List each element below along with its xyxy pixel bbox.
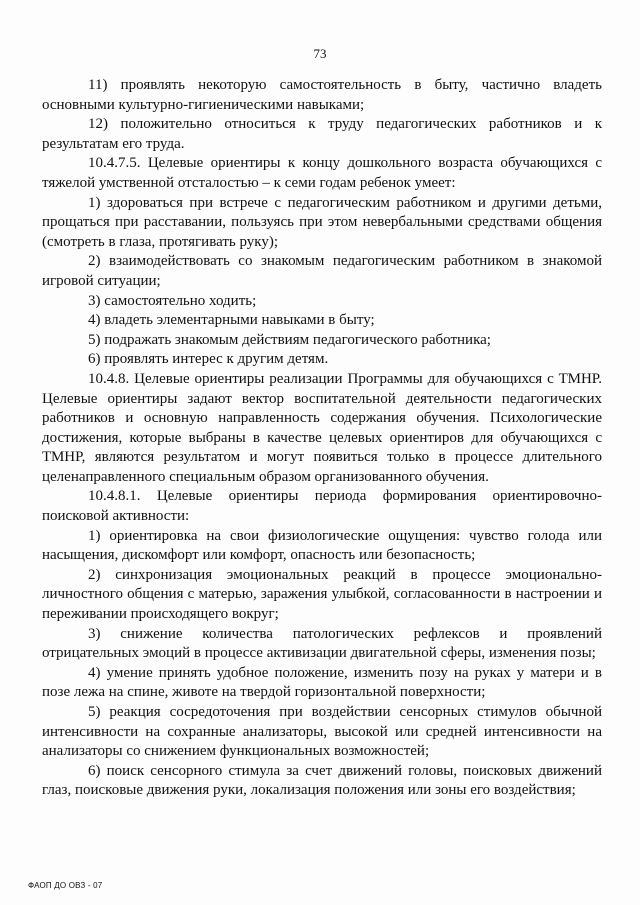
paragraph-item-3: 3) самостоятельно ходить; xyxy=(88,292,257,309)
goal-item-1: 1) ориентировка на свои физиологические ощущения: чувство голода или насыщения, дискомфорт или комфорт, опасность или безопасность; xyxy=(42,527,602,564)
goal-item-4: 4) умение принять удобное положение, изменить позу на руках у матери и в позе лежа на спине, животе на твердой горизонтальной поверхности; xyxy=(42,664,602,701)
paragraph-item-12: 12) положительно относиться к труду педагогических работников и к результатам его труда. xyxy=(42,116,602,152)
goal-item-6: 6) поиск сенсорного стимула за счет движений головы, поисковых движений глаз, поисковые движения руки, локализация положения или зоны его воздействия; xyxy=(42,762,602,799)
paragraph-item-2: 2) взаимодействовать со знакомым педагогическим работником в знакомой игровой ситуации; xyxy=(42,253,602,289)
section-10-4-8-1: 10.4.8.1. Целевые ориентиры периода формирования ориентировочно-поисковой активности: xyxy=(42,488,602,525)
paragraph-item-4: 4) владеть элементарными навыками в быту; xyxy=(88,312,375,329)
paragraph-item-6: 6) проявлять интерес к другим детям. xyxy=(88,351,329,368)
goal-item-2: 2) синхронизация эмоциональных реакций в процессе эмоционально-личностного общения с матерью, заражения улыбкой, согласованности в настроении и переживании происходящего вокруг; xyxy=(42,566,602,623)
paragraph-item-11: 11) проявлять некоторую самостоятельность в быту, частично владеть основными культурно-гигиеническими навыками; xyxy=(42,77,602,113)
paragraph-item-5: 5) подражать знакомым действиям педагогического работника; xyxy=(88,331,491,348)
section-10-4-7-5: 10.4.7.5. Целевые ориентиры к концу дошкольного возраста обучающихся с тяжелой умственной отсталостью – к семи годам ребенок умеет: xyxy=(42,155,602,191)
goal-item-5: 5) реакция сосредоточения при воздействии сенсорных стимулов обычной интенсивности на сохранные анализаторы, высокой или средней интенсивности на анализаторы со снижением функциональных возможностей; xyxy=(42,704,602,760)
page-number: 73 xyxy=(313,46,327,61)
body-text xyxy=(42,76,602,801)
goal-item-3: 3) снижение количества патологических рефлексов и проявлений отрицательных эмоций в процессе активизации двигательной сферы, изменения позы; xyxy=(42,625,602,662)
page-footer: ФАОП ДО ОВЗ - 07 xyxy=(28,881,103,890)
section-10-4-8: 10.4.8. Целевые ориентиры реализации Программы для обучающихся с ТМНР. Целевые ориентиры задают вектор воспитательной деятельности педагогических работников и основную направленность содержания обучения. Психологические достижения, которые выбраны в качестве целевых ориентиров для обучающихся с ТМНР, являются результатом и могут появиться только в процессе длительного целенаправленного специальным образом организованного обучения. xyxy=(42,370,602,485)
paragraph-item-1: 1) здороваться при встрече с педагогическим работником и другими детьми, прощаться при расставании, пользуясь при этом невербальными средствами общения (смотреть в глаза, протягивать руку); xyxy=(42,194,602,250)
